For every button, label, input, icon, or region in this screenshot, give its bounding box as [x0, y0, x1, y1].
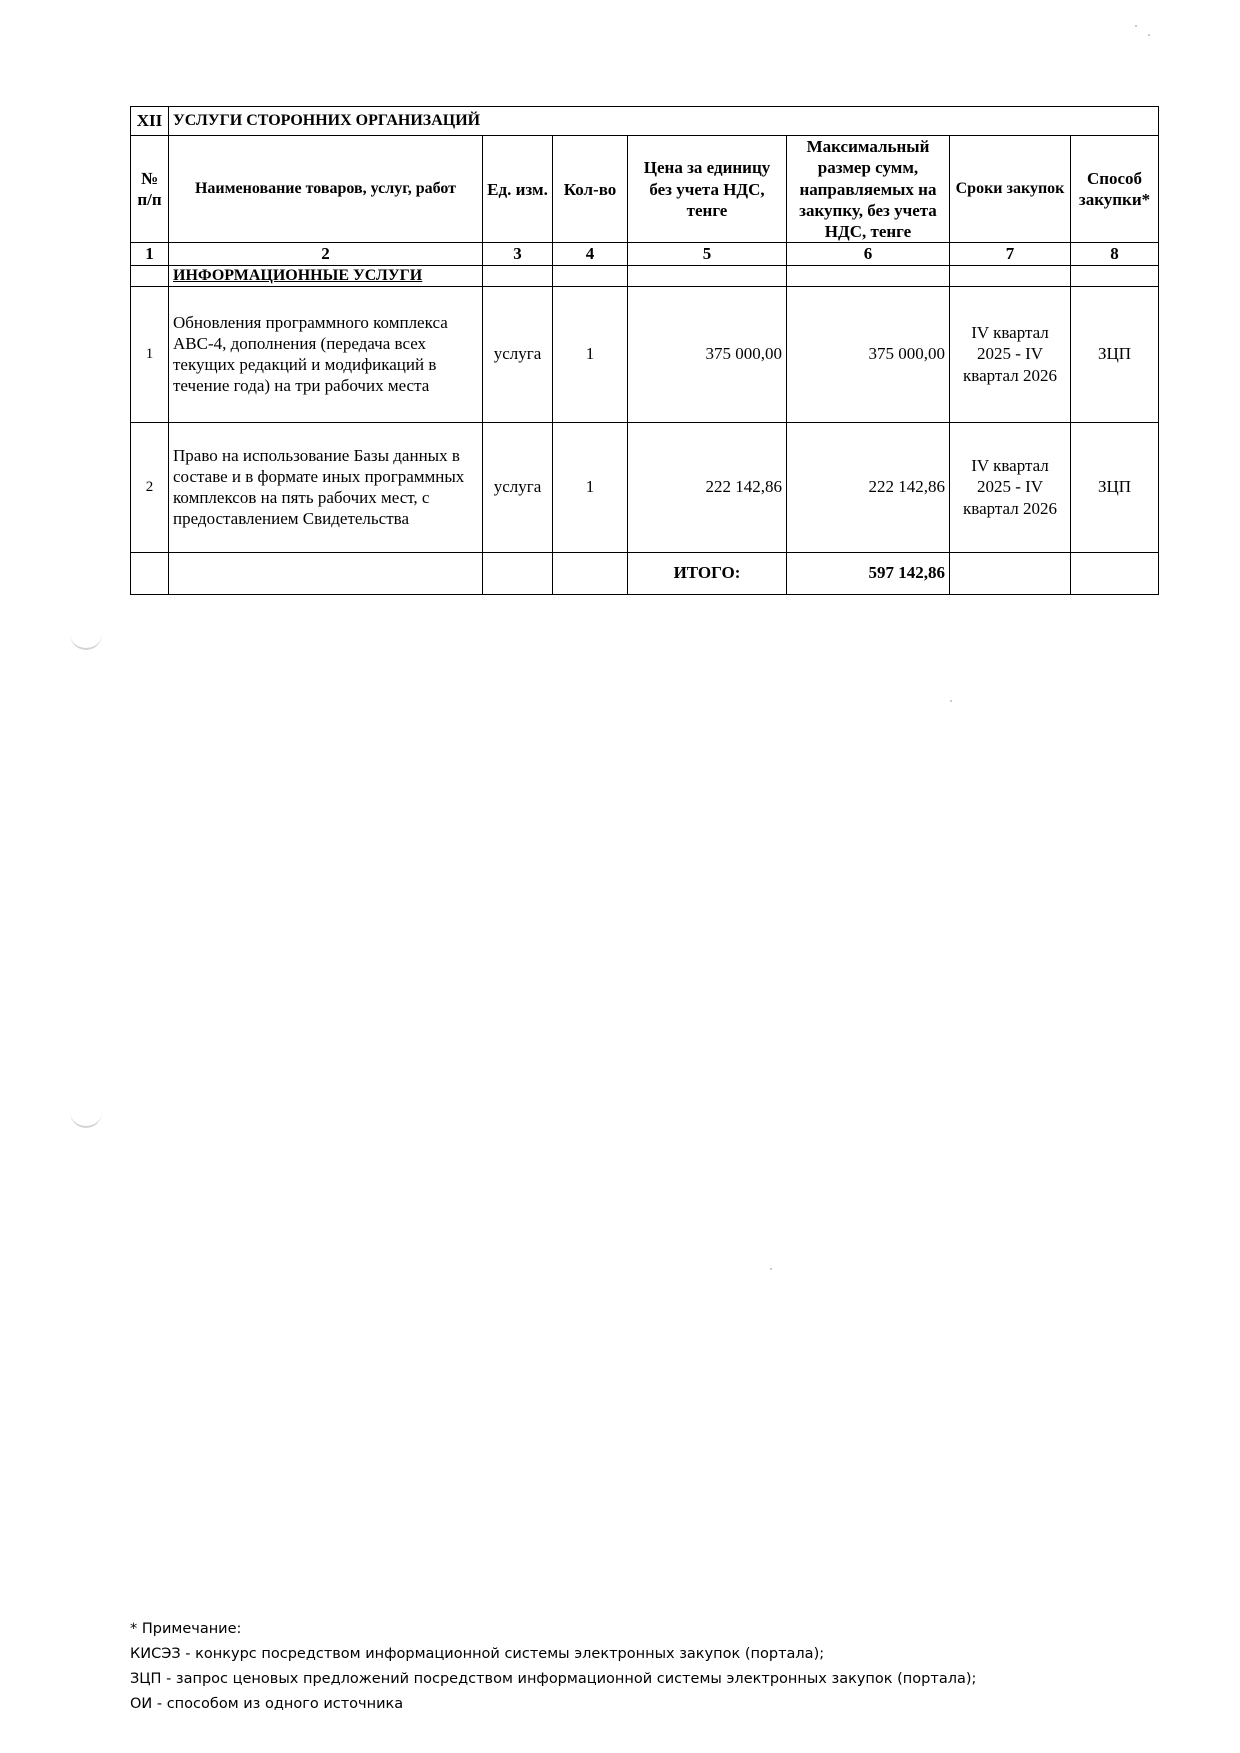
column-number: 8: [1071, 243, 1159, 265]
header-quantity: Кол-во: [553, 136, 628, 243]
empty-cell: [131, 552, 169, 594]
item-period: IV квартал 2025 - IV квартал 2026: [950, 286, 1071, 422]
total-row: [131, 552, 1159, 594]
header-unit-price: Цена за единицу без учета НДС, тенге: [628, 136, 787, 243]
footnote-line: ОИ - способом из одного источника: [130, 1696, 404, 1712]
empty-cell: [1071, 265, 1159, 286]
empty-cell: [950, 552, 1071, 594]
empty-cell: [553, 265, 628, 286]
header-number: № п/п: [131, 136, 169, 243]
item-name: Право на использование Базы данных в составе и в формате иных программных комплексов на пять рабочих мест, с предоставлением Свидетельства: [169, 422, 483, 552]
footnote-line: ЗЦП - запрос ценовых предложений посредством информационной системы электронных закупок (портала);: [130, 1671, 977, 1687]
empty-cell: [483, 552, 553, 594]
footnote-line: КИСЭЗ - конкурс посредством информационной системы электронных закупок (портала);: [130, 1646, 825, 1662]
item-max-sum: 375 000,00: [787, 286, 950, 422]
empty-cell: [553, 552, 628, 594]
item-name: Обновления программного комплекса АВС-4, дополнения (передача всех текущих редакций и модификаций в течение года) на три рабочих места: [169, 286, 483, 422]
header-name: Наименование товаров, услуг, работ: [169, 136, 483, 243]
table-row: [131, 422, 1159, 552]
item-method: ЗЦП: [1071, 286, 1159, 422]
item-quantity: 1: [553, 286, 628, 422]
item-method: ЗЦП: [1071, 422, 1159, 552]
scan-speck: [1135, 25, 1137, 27]
empty-cell: [787, 265, 950, 286]
section-roman-numeral: XII: [131, 107, 169, 136]
column-number: 6: [787, 243, 950, 265]
procurement-table: [130, 106, 1159, 595]
column-number: 1: [131, 243, 169, 265]
row-number: 1: [131, 286, 169, 422]
punch-hole-mark: [70, 1100, 102, 1128]
header-period: Сроки закупок: [950, 136, 1071, 243]
total-label: ИТОГО:: [628, 552, 787, 594]
column-number: 5: [628, 243, 787, 265]
item-quantity: 1: [553, 422, 628, 552]
item-max-sum: 222 142,86: [787, 422, 950, 552]
subsection-row: [131, 265, 1159, 286]
total-value: 597 142,86: [787, 552, 950, 594]
item-unit-price: 375 000,00: [628, 286, 787, 422]
subsection-title: ИНФОРМАЦИОННЫЕ УСЛУГИ: [169, 265, 483, 286]
footnote-heading: * Примечание:: [130, 1621, 242, 1637]
empty-cell: [628, 265, 787, 286]
table-row: [131, 286, 1159, 422]
empty-cell: [1071, 552, 1159, 594]
column-number: 3: [483, 243, 553, 265]
column-number-row: [131, 243, 1159, 265]
column-number: 4: [553, 243, 628, 265]
item-unit-price: 222 142,86: [628, 422, 787, 552]
section-header-row: [131, 107, 1159, 136]
empty-cell: [950, 265, 1071, 286]
scan-speck: [1148, 34, 1150, 36]
scan-speck: [770, 1268, 772, 1270]
item-unit: услуга: [483, 422, 553, 552]
header-unit: Ед. изм.: [483, 136, 553, 243]
header-max-sum: Максимальный размер сумм, направляемых на закупку, без учета НДС, тенге: [787, 136, 950, 243]
empty-cell: [169, 552, 483, 594]
header-method: Способ закупки*: [1071, 136, 1159, 243]
column-header-row: [131, 136, 1159, 243]
punch-hole-mark: [70, 622, 102, 650]
column-number: 2: [169, 243, 483, 265]
item-period: IV квартал 2025 - IV квартал 2026: [950, 422, 1071, 552]
footnotes: [130, 1617, 976, 1717]
row-number: 2: [131, 422, 169, 552]
section-title: УСЛУГИ СТОРОННИХ ОРГАНИЗАЦИЙ: [169, 107, 1159, 136]
scan-speck: [950, 700, 952, 702]
column-number: 7: [950, 243, 1071, 265]
item-unit: услуга: [483, 286, 553, 422]
empty-cell: [131, 265, 169, 286]
empty-cell: [483, 265, 553, 286]
